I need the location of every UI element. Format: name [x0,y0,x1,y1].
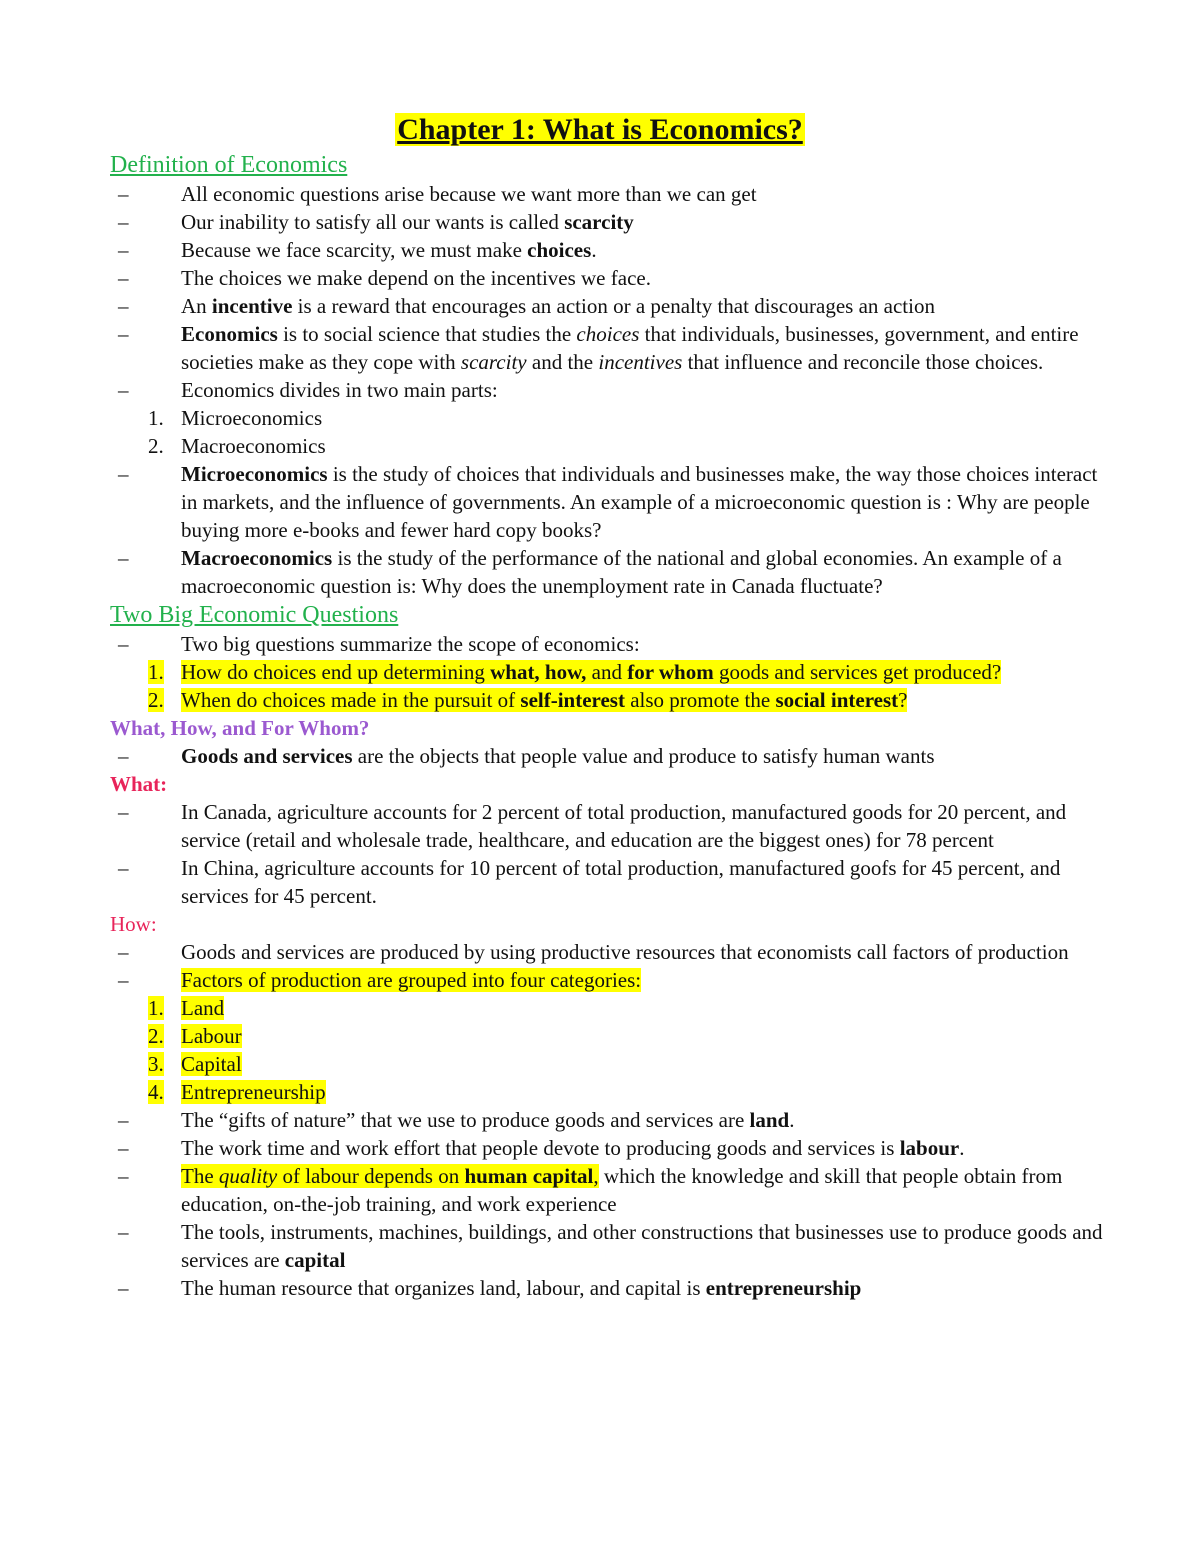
numbered-item [110,1078,1110,1106]
dash-marker: – [118,266,129,290]
item-text: Microeconomics is the study of choices that individuals and businesses make, the way those choices interact in markets, and the influence of governments. An example of a microeconomic question is : Why are people buying more e-books and fewer hard copy books? [181,462,1098,542]
heading-definition: Definition of Economics [110,152,348,178]
item-text: Goods and services are produced by using productive resources that economists call factors of production [181,940,1069,964]
item-text: The choices we make depend on the incentives we face. [181,266,651,290]
dash-marker: – [118,182,129,206]
number-marker: 1. [148,406,164,430]
list-item [110,264,1110,292]
item-text: The tools, instruments, machines, buildings, and other constructions that businesses use to produce goods and services are capital [181,1220,1103,1272]
numbered-item [110,1050,1110,1078]
list-item [110,376,1110,404]
number-marker: 3. [148,1052,164,1076]
dash-marker: – [118,1276,129,1300]
dash-marker: – [118,1164,129,1188]
item-text: How do choices end up determining what, how, and for whom goods and services get produced? [181,660,1002,684]
item-text: The human resource that organizes land, labour, and capital is entrepreneurship [181,1276,862,1300]
dash-marker: – [118,632,129,656]
item-text: Goods and services are the objects that people value and produce to satisfy human wants [181,744,935,768]
numbered-item [110,404,1110,432]
dash-marker: – [118,378,129,402]
number-marker: 2. [148,688,164,712]
list-item [110,1106,1110,1134]
dash-marker: – [118,1108,129,1132]
numbered-item [110,994,1110,1022]
item-text: Capital [181,1052,242,1076]
number-marker: 1. [148,660,164,684]
list-item [110,630,1110,658]
item-text: Two big questions summarize the scope of economics: [181,632,640,656]
dash-marker: – [118,968,129,992]
heading-two-big-questions: Two Big Economic Questions [110,602,399,628]
list-item [110,938,1110,966]
number-marker: 2. [148,1024,164,1048]
item-text: An incentive is a reward that encourages an action or a penalty that discourages an action [181,294,935,318]
dash-marker: – [118,238,129,262]
item-text: All economic questions arise because we want more than we can get [181,182,757,206]
number-marker: 1. [148,996,164,1020]
item-text: In Canada, agriculture accounts for 2 percent of total production, manufactured goods for 20 percent, and service (retail and wholesale trade, healthcare, and education are the biggest ones) for 78 percent [181,800,1067,852]
item-text: Our inability to satisfy all our wants is called scarcity [181,210,634,234]
list-item [110,1274,1110,1302]
item-text: Land [181,996,225,1020]
number-marker: 4. [148,1080,164,1104]
heading-what: What: [110,772,168,796]
page-title-text: Chapter 1: What is Economics? [397,113,803,146]
item-text: Economics divides in two main parts: [181,378,498,402]
item-text: Entrepreneurship [181,1080,326,1104]
item-text: Labour [181,1024,242,1048]
document-body [110,150,1110,1302]
numbered-item [110,658,1110,686]
dash-marker: – [118,546,129,570]
dash-marker: – [118,744,129,768]
item-text: Because we face scarcity, we must make choices. [181,238,597,262]
list-item [110,208,1110,236]
list-item [110,180,1110,208]
item-text: Macroeconomics is the study of the performance of the national and global economies. An example of a macroeconomic question is: Why does the unemployment rate in Canada fluctuate? [181,546,1062,598]
list-item [110,1134,1110,1162]
list-item [110,798,1110,854]
numbered-item [110,1022,1110,1050]
item-text: In China, agriculture accounts for 10 percent of total production, manufactured goofs for 45 percent, and services for 45 percent. [181,856,1061,908]
dash-marker: – [118,294,129,318]
dash-marker: – [118,210,129,234]
item-text: When do choices made in the pursuit of self-interest also promote the social interest? [181,688,908,712]
item-text: The “gifts of nature” that we use to produce goods and services are land. [181,1108,795,1132]
item-text: Factors of production are grouped into four categories: [181,968,642,992]
numbered-item [110,432,1110,460]
item-text: Microeconomics [181,406,323,430]
dash-marker: – [118,322,129,346]
list-item [110,292,1110,320]
dash-marker: – [118,856,129,880]
dash-marker: – [118,1220,129,1244]
heading-what-how-whom: What, How, and For Whom? [110,716,370,740]
item-text: The work time and work effort that people devote to producing goods and services is labour. [181,1136,965,1160]
list-item [110,236,1110,264]
dash-marker: – [118,1136,129,1160]
heading-how: How: [110,912,157,936]
dash-marker: – [118,940,129,964]
list-item [110,1218,1110,1274]
list-item [110,1162,1110,1218]
page-title [0,112,1200,148]
item-text: Macroeconomics [181,434,326,458]
list-item [110,320,1110,376]
list-item [110,460,1110,544]
list-item [110,854,1110,910]
item-text: The quality of labour depends on human capital, which the knowledge and skill that people obtain from education, on-the-job training, and work experience [181,1164,1063,1216]
list-item [110,742,1110,770]
list-item [110,966,1110,994]
list-item [110,544,1110,600]
item-text: Economics is to social science that studies the choices that individuals, businesses, government, and entire societies make as they cope with scarcity and the incentives that influence and reconcile those choices. [181,322,1079,374]
dash-marker: – [118,462,129,486]
number-marker: 2. [148,434,164,458]
dash-marker: – [118,800,129,824]
numbered-item [110,686,1110,714]
